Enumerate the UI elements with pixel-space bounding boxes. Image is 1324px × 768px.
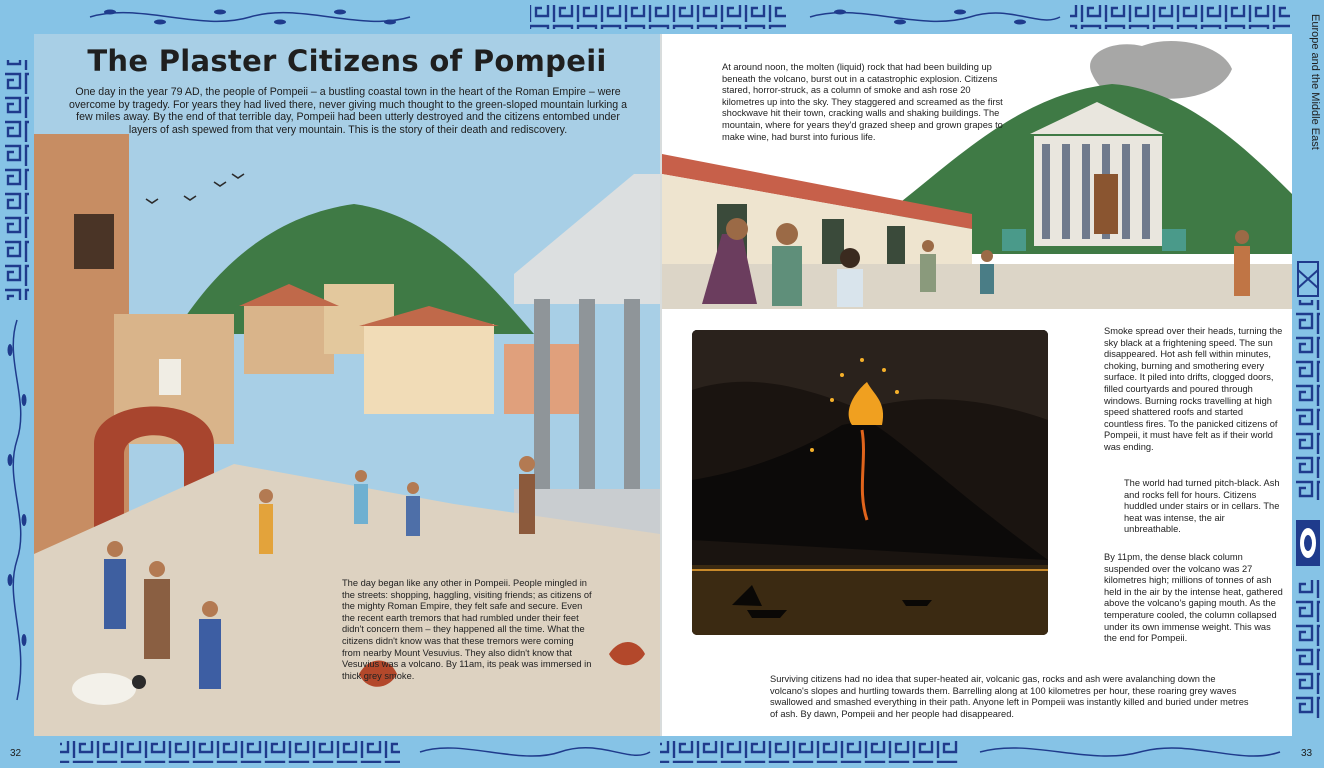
greek-key-border-top — [0, 0, 1324, 34]
paragraph-smoke: Smoke spread over their heads, turning the sky black at a frightening speed. The sun disappeared. Hot ash fell within minutes, choking, burning and smothering every surface. It piled into drifts, clogged doors, filled courtyards and poured through windows. Burning rocks travelling at high speed shattered roofs and started countless fires. To the panicked citizens of Pompeii, it must have felt as if their world was ending. — [1104, 326, 1283, 452]
top-border — [0, 0, 1324, 34]
page-title: The Plaster Citizens of Pompeii — [87, 44, 607, 78]
paragraph-noon: At around noon, the molten (liquid) rock that had been building up beneath the volcano, burst out in a catastrophic explosion. Citizens stared, horror-struck, as a column of smoke and ash rose 20 kilometres up into the sky. They staggered and screamed as the first shockwave hit their town, cracking walls and shaking buildings. The mountain, where for years they'd grazed sheep and grown grapes to make wine, had burst into furious life. — [722, 62, 1003, 142]
paragraph-column: By 11pm, the dense black column suspended over the volcano was 27 kilometres high; millions of tonnes of ash held in the air by the intense heat, gathered above the volcano's gaping mouth. As the temperature cooled, the column collapsed under its own immense weight. This was the end for Pompeii. — [1104, 552, 1283, 644]
eruption-illustration — [692, 330, 1048, 635]
page-number-left: 32 — [10, 748, 22, 759]
page-number-right: 33 — [1301, 748, 1313, 759]
greek-key-border-bottom — [0, 736, 1324, 768]
right-page — [662, 34, 1292, 736]
volcano-night-scene — [692, 330, 1048, 635]
section-title: Europe and the Middle East — [1309, 14, 1321, 150]
left-page — [34, 34, 660, 736]
eye-medallion-icon — [1296, 520, 1320, 566]
paragraph-surviving: Surviving citizens had no idea that super-heated air, volcanic gas, rocks and ash were avalanching down the volcano's slopes and hurtling towards them. Barrelling along at 100 kilometres per hour, these roaring grey waves swallowed and smashed everything in their path. Anyone left in Pompeii was instantly killed and buried under metres of ash. By dawn, Pompeii and her people had disappeared. — [770, 674, 1249, 719]
paragraph-pitch-black: The world had turned pitch-black. Ash and rocks fell for hours. Citizens huddled under stairs or in cellars. The heat was intense, the air unbreathable. — [1124, 478, 1280, 535]
intro-paragraph: One day in the year 79 AD, the people of Pompeii – a bustling coastal town in the heart of the Roman Empire – were overcome by tragedy. For years they had lived there, never giving much thought to the green-sloped mountain lurking a few miles away. By the end of that terrible day, Pompeii had been utterly destroyed and the citizens entombed under layers of ash spewed from that very mountain. This is the story of their death and rediscovery. — [68, 86, 628, 136]
celtic-knot-ornament — [1298, 262, 1318, 296]
left-border — [0, 0, 34, 768]
bottom-border — [0, 736, 1324, 768]
paragraph-morning: The day began like any other in Pompeii. People mingled in the streets: shopping, haggling, visiting friends; as citizens of the mighty Roman Empire, they felt safe and secure. Even the recent earth tremors that had rumbled under their feet didn't concern them – they happened all the time. What the citizens didn't know was that these tremors were coming from nearby Mount Vesuvius. They also didn't know that Vesuvius was a volcano. By 11am, its peak was immersed in thick grey smoke. — [342, 578, 592, 681]
olive-vine-ornament-left — [0, 0, 34, 768]
